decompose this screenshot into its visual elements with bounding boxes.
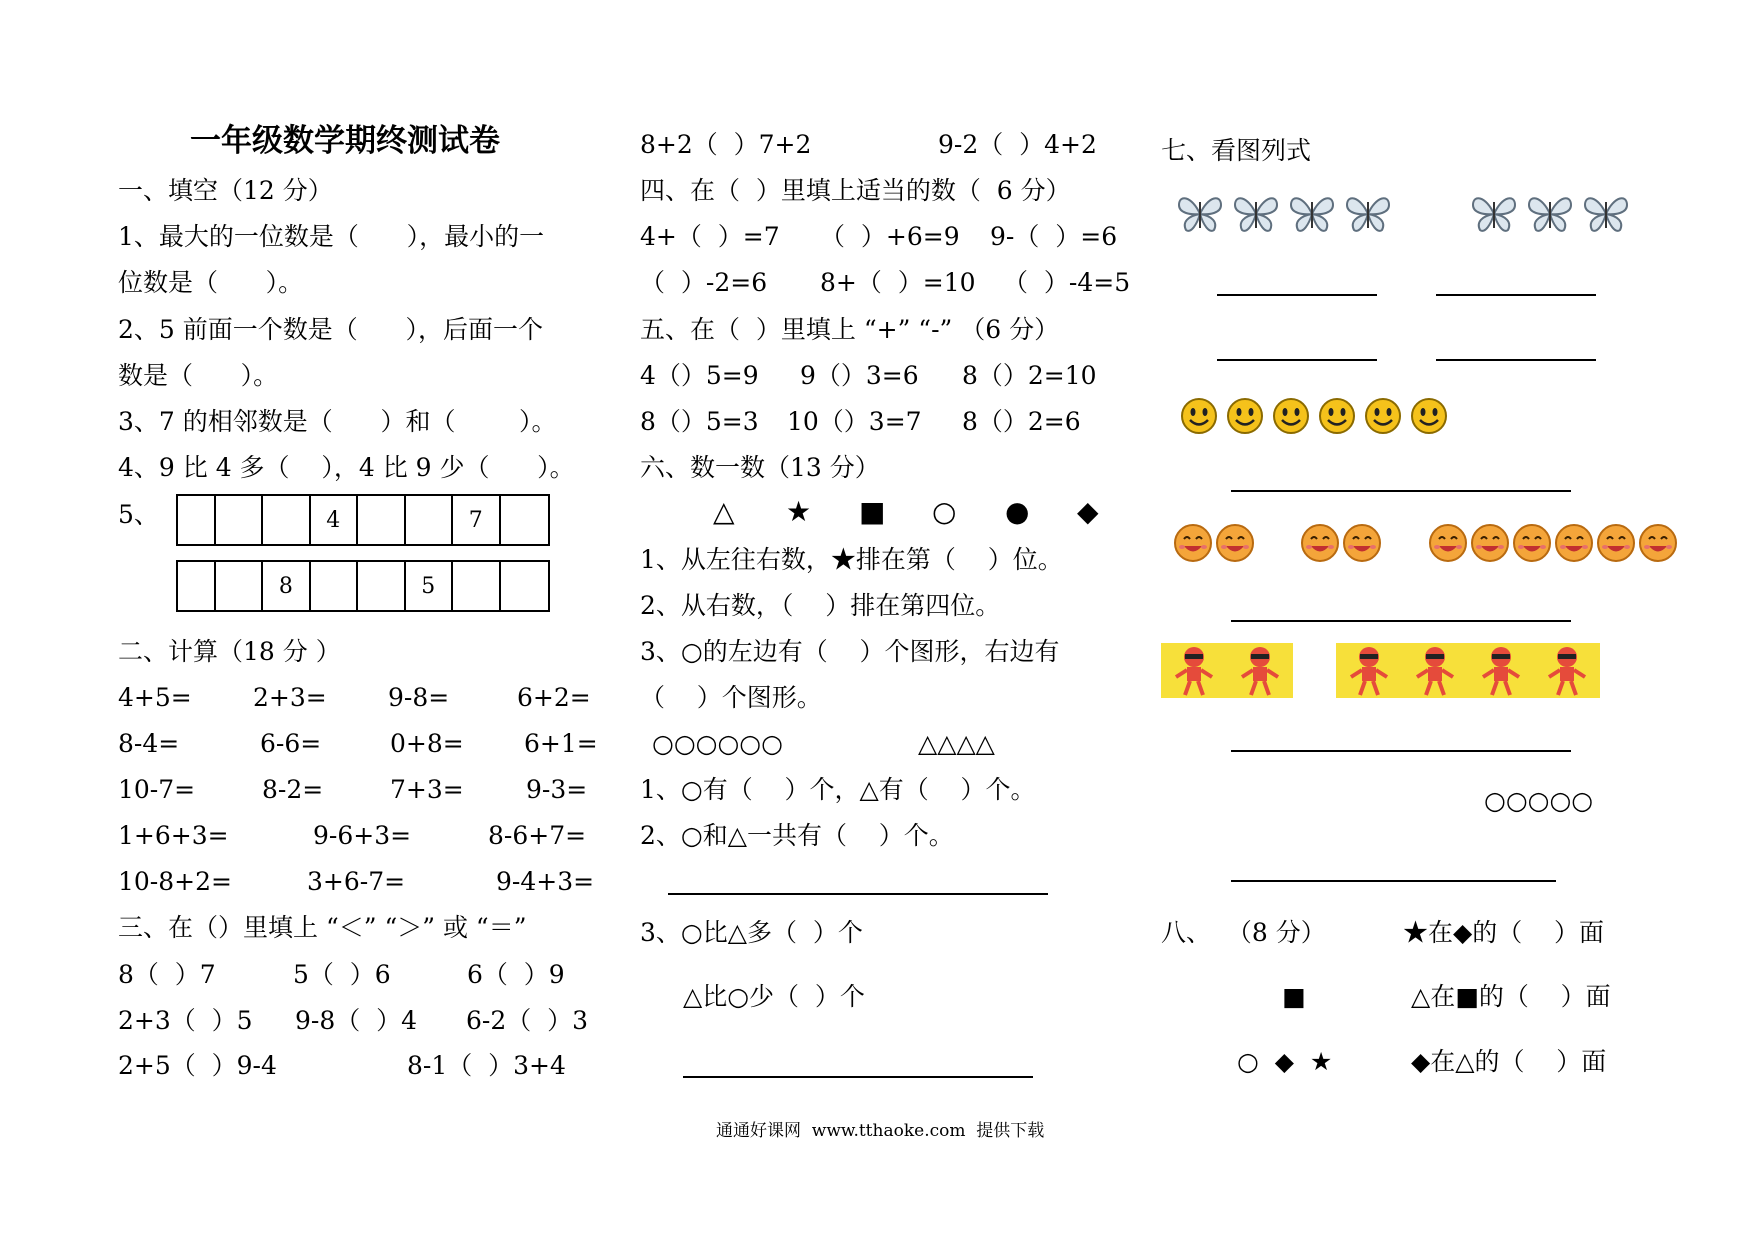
laughing-face-icon bbox=[1428, 523, 1468, 563]
fill-item: 8+（ ）=10 bbox=[820, 268, 976, 297]
calc-item: 3+6-7= bbox=[307, 867, 406, 896]
section3-heading: 三、在（）里填上 “＜” “＞” 或 “＝” bbox=[118, 913, 527, 942]
laughing-face-icon bbox=[1342, 523, 1382, 563]
grid-cell bbox=[453, 562, 500, 610]
section6-heading: 六、数一数（13 分） bbox=[640, 453, 880, 482]
butterfly-icon bbox=[1288, 194, 1336, 234]
footer-text: 通通好课网 www.tthaoke.com 提供下载 bbox=[716, 1121, 1045, 1141]
grid-cell: 5 bbox=[406, 562, 453, 610]
figure-panel-left bbox=[1161, 643, 1293, 698]
grid-cell bbox=[311, 562, 358, 610]
smiley-icon bbox=[1410, 397, 1448, 435]
fill-item: 9-（ ）=6 bbox=[990, 222, 1118, 251]
butterfly-icon bbox=[1232, 194, 1280, 234]
compare-item: 2+5（ ）9-4 bbox=[118, 1051, 277, 1080]
figure-panel-right bbox=[1336, 643, 1600, 698]
smiley-icon bbox=[1272, 397, 1310, 435]
butterfly-group-right bbox=[1470, 194, 1630, 234]
smiley-icon bbox=[1180, 397, 1218, 435]
grid-cell bbox=[216, 496, 263, 544]
calc-item: 0+8= bbox=[390, 729, 464, 758]
position-question-2: △在■的（ ）面 bbox=[1411, 982, 1611, 1011]
answer-line bbox=[1217, 294, 1377, 296]
sign-item: 8（）5=3 bbox=[640, 407, 759, 436]
compare-item: 6-2（ ）3 bbox=[466, 1006, 589, 1035]
butterfly-icon bbox=[1176, 194, 1224, 234]
calc-item: 10-8+2= bbox=[118, 867, 232, 896]
smiley-group bbox=[1180, 397, 1448, 435]
cartoon-figure-icon bbox=[1545, 645, 1589, 697]
face-group-3 bbox=[1428, 523, 1678, 563]
butterfly-icon bbox=[1344, 194, 1392, 234]
smiley-icon bbox=[1364, 397, 1402, 435]
count-part-1: 1、○有（ ）个，△有（ ）个。 bbox=[640, 775, 1036, 804]
calc-item: 10-7= bbox=[118, 775, 196, 804]
grid-cell: 4 bbox=[311, 496, 358, 544]
page-title: 一年级数学期终测试卷 bbox=[190, 123, 500, 159]
grid-cell bbox=[501, 562, 548, 610]
count-question-2: 2、从右数，（ ）排在第四位。 bbox=[640, 591, 1001, 620]
fill-item: 4+（ ）=7 bbox=[640, 222, 780, 251]
question-1a: 1、最大的一位数是（ ），最小的一 bbox=[118, 222, 545, 251]
count-part-3: 3、○比△多（ ）个 bbox=[640, 918, 863, 947]
section2-heading: 二、计算（18 分 ） bbox=[118, 637, 341, 666]
calc-item: 6+1= bbox=[524, 729, 598, 758]
answer-line bbox=[1231, 490, 1571, 492]
star-shape: ★ bbox=[786, 495, 812, 528]
laughing-face-icon bbox=[1638, 523, 1678, 563]
square-shape: ■ bbox=[1282, 982, 1306, 1011]
count-part-2: 2、○和△一共有（ ）个。 bbox=[640, 821, 954, 850]
count-question-3b: （ ）个图形。 bbox=[640, 683, 822, 712]
calc-item: 9-3= bbox=[526, 775, 588, 804]
sign-item: 8（）2=10 bbox=[962, 361, 1097, 390]
grid-cell bbox=[263, 496, 310, 544]
answer-line bbox=[1231, 620, 1571, 622]
number-grid-row2 bbox=[176, 560, 550, 612]
calc-item: 8-6+7= bbox=[488, 821, 587, 850]
laughing-face-icon bbox=[1215, 523, 1255, 563]
grid-cell bbox=[216, 562, 263, 610]
laughing-face-icon bbox=[1596, 523, 1636, 563]
circle-row: ○○○○○○ bbox=[652, 729, 783, 758]
smiley-icon bbox=[1318, 397, 1356, 435]
compare-item: 9-8（ ）4 bbox=[295, 1006, 418, 1035]
laughing-face-icon bbox=[1512, 523, 1552, 563]
smiley-icon bbox=[1226, 397, 1264, 435]
compare-item: 9-2（ ）4+2 bbox=[938, 130, 1097, 159]
compare-item: 5（ ）6 bbox=[293, 960, 391, 989]
section5-heading: 五、在（ ）里填上 “+” “-” （6 分） bbox=[640, 315, 1060, 344]
section7-heading: 七、看图列式 bbox=[1161, 136, 1312, 165]
shape-row: ○ ◆ ★ bbox=[1237, 1047, 1333, 1076]
face-group-1 bbox=[1173, 523, 1255, 563]
calc-item: 4+5= bbox=[118, 683, 192, 712]
number-grid-row1 bbox=[176, 494, 550, 546]
compare-item: 8-1（ ）3+4 bbox=[407, 1051, 566, 1080]
question-5-label: 5、 bbox=[118, 500, 159, 529]
fill-item: （ ）-4=5 bbox=[1003, 268, 1131, 297]
count-part-4: △比○少（ ）个 bbox=[683, 982, 865, 1011]
grid-cell bbox=[178, 562, 216, 610]
question-2b: 数是（ ）。 bbox=[118, 361, 279, 390]
laughing-face-icon bbox=[1300, 523, 1340, 563]
calc-item: 6+2= bbox=[517, 683, 591, 712]
question-2a: 2、5 前面一个数是（ ），后面一个 bbox=[118, 315, 543, 344]
circle-shape: ○ bbox=[932, 495, 957, 528]
question-4: 4、9 比 4 多（ ），4 比 9 少（ ）。 bbox=[118, 453, 575, 482]
calc-item: 8-2= bbox=[262, 775, 324, 804]
butterfly-icon bbox=[1526, 194, 1574, 234]
calc-item: 9-8= bbox=[388, 683, 450, 712]
diamond-shape: ◆ bbox=[1077, 495, 1099, 528]
grid-cell bbox=[358, 562, 405, 610]
compare-item: 2+3（ ）5 bbox=[118, 1006, 253, 1035]
cartoon-figure-icon bbox=[1172, 645, 1216, 697]
answer-line bbox=[668, 893, 1048, 895]
section1-heading: 一、填空（12 分） bbox=[118, 176, 333, 205]
square-shape: ■ bbox=[859, 495, 886, 528]
section4-heading: 四、在（ ）里填上适当的数（ 6 分） bbox=[640, 176, 1071, 205]
count-question-3a: 3、○的左边有（ ）个图形，右边有 bbox=[640, 637, 1060, 666]
section8-heading: 八、 （8 分） bbox=[1161, 918, 1326, 947]
grid-cell bbox=[358, 496, 405, 544]
grid-cell: 7 bbox=[453, 496, 500, 544]
calc-item: 6-6= bbox=[260, 729, 322, 758]
butterfly-group-left bbox=[1176, 194, 1392, 234]
sign-item: 10（）3=7 bbox=[787, 407, 922, 436]
sign-item: 9（）3=6 bbox=[800, 361, 919, 390]
face-group-2 bbox=[1300, 523, 1382, 563]
laughing-face-icon bbox=[1554, 523, 1594, 563]
calc-item: 7+3= bbox=[390, 775, 464, 804]
butterfly-icon bbox=[1470, 194, 1518, 234]
compare-item: 8（ ）7 bbox=[118, 960, 216, 989]
answer-line bbox=[1231, 880, 1556, 882]
filled-circle-shape: ● bbox=[1005, 495, 1030, 528]
circle-row-s7: ○○○○○ bbox=[1484, 786, 1594, 815]
answer-line bbox=[683, 1076, 1033, 1078]
compare-item: 8+2（ ）7+2 bbox=[640, 130, 812, 159]
answer-line bbox=[1436, 294, 1596, 296]
triangle-row: △△△△ bbox=[918, 729, 995, 758]
grid-cell: 8 bbox=[263, 562, 310, 610]
cartoon-figure-icon bbox=[1347, 645, 1391, 697]
answer-line bbox=[1436, 359, 1596, 361]
answer-line bbox=[1231, 750, 1571, 752]
sign-item: 4（）5=9 bbox=[640, 361, 759, 390]
calc-item: 2+3= bbox=[253, 683, 327, 712]
triangle-shape: △ bbox=[713, 495, 735, 528]
calc-item: 8-4= bbox=[118, 729, 180, 758]
cartoon-figure-icon bbox=[1479, 645, 1523, 697]
calc-item: 9-6+3= bbox=[313, 821, 412, 850]
count-question-1: 1、从左往右数，★排在第（ ）位。 bbox=[640, 545, 1063, 574]
grid-cell bbox=[406, 496, 453, 544]
answer-line bbox=[1217, 359, 1377, 361]
butterfly-icon bbox=[1582, 194, 1630, 234]
position-question-3: ◆在△的（ ）面 bbox=[1411, 1047, 1607, 1076]
cartoon-figure-icon bbox=[1238, 645, 1282, 697]
laughing-face-icon bbox=[1173, 523, 1213, 563]
position-question-1: ★在◆的（ ）面 bbox=[1403, 918, 1605, 947]
fill-item: （ ）+6=9 bbox=[820, 222, 960, 251]
cartoon-figure-icon bbox=[1413, 645, 1457, 697]
grid-cell bbox=[178, 496, 216, 544]
calc-item: 1+6+3= bbox=[118, 821, 229, 850]
laughing-face-icon bbox=[1470, 523, 1510, 563]
question-3: 3、7 的相邻数是（ ）和（ ）。 bbox=[118, 407, 557, 436]
calc-item: 9-4+3= bbox=[496, 867, 595, 896]
compare-item: 6（ ）9 bbox=[467, 960, 565, 989]
grid-cell bbox=[501, 496, 548, 544]
fill-item: （ ）-2=6 bbox=[640, 268, 768, 297]
question-1b: 位数是（ ）。 bbox=[118, 268, 304, 297]
sign-item: 8（）2=6 bbox=[962, 407, 1081, 436]
